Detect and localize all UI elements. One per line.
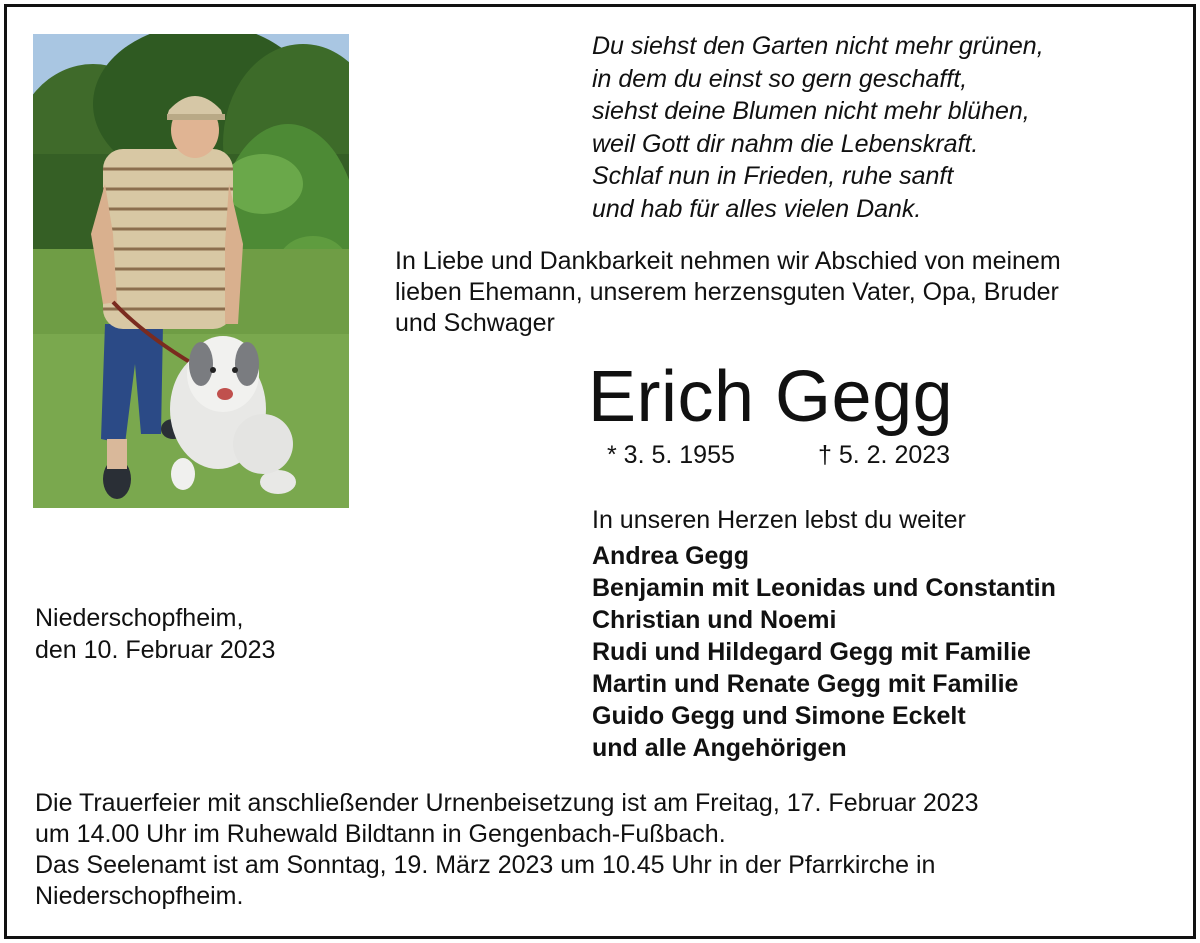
mourner-name: Martin und Renate Gegg mit Familie xyxy=(592,670,1019,698)
mourner-name: Rudi und Hildegard Gegg mit Familie xyxy=(592,638,1031,666)
death-date: † 5. 2. 2023 xyxy=(818,441,951,469)
deceased-name: Erich Gegg xyxy=(588,357,954,437)
mourner-name: Andrea Gegg xyxy=(592,542,749,570)
mourners-heading: In unseren Herzen lebst du weiter xyxy=(592,506,966,534)
mourner-name: Christian und Noemi xyxy=(592,606,837,634)
mourners-list xyxy=(592,540,1056,764)
portrait-photo xyxy=(33,34,349,508)
birth-date: * 3. 5. 1955 xyxy=(607,441,735,469)
mourner-name: und alle Angehörigen xyxy=(592,734,847,762)
mourner-name: Benjamin mit Leonidas und Constantin xyxy=(592,574,1056,602)
place-and-date: Niederschopfheim, den 10. Februar 2023 xyxy=(35,604,276,664)
mourner-name: Guido Gegg und Simone Eckelt xyxy=(592,702,966,730)
farewell-text: In Liebe und Dankbarkeit nehmen wir Abschied von meinem lieben Ehemann, unserem herzensguten Vater, Opa, Bruder und Schwager xyxy=(395,247,1061,337)
ceremony-details: Die Trauerfeier mit anschließender Urnenbeisetzung ist am Freitag, 17. Februar 2023 um 14.00 Uhr im Ruhewald Bildtann in Gengenbach-Fußbach. Das Seelenamt ist am Sonntag, 19. März 2023 um 10.45 Uhr in der Pfarrkirche in Niederschopfheim. xyxy=(35,789,979,910)
memorial-poem: Du siehst den Garten nicht mehr grünen, in dem du einst so gern geschafft, siehst deine Blumen nicht mehr blühen, weil Gott dir nahm die Lebenskraft. Schlaf nun in Frieden, ruhe sanft und hab für alles vielen Dank. xyxy=(592,32,1044,223)
